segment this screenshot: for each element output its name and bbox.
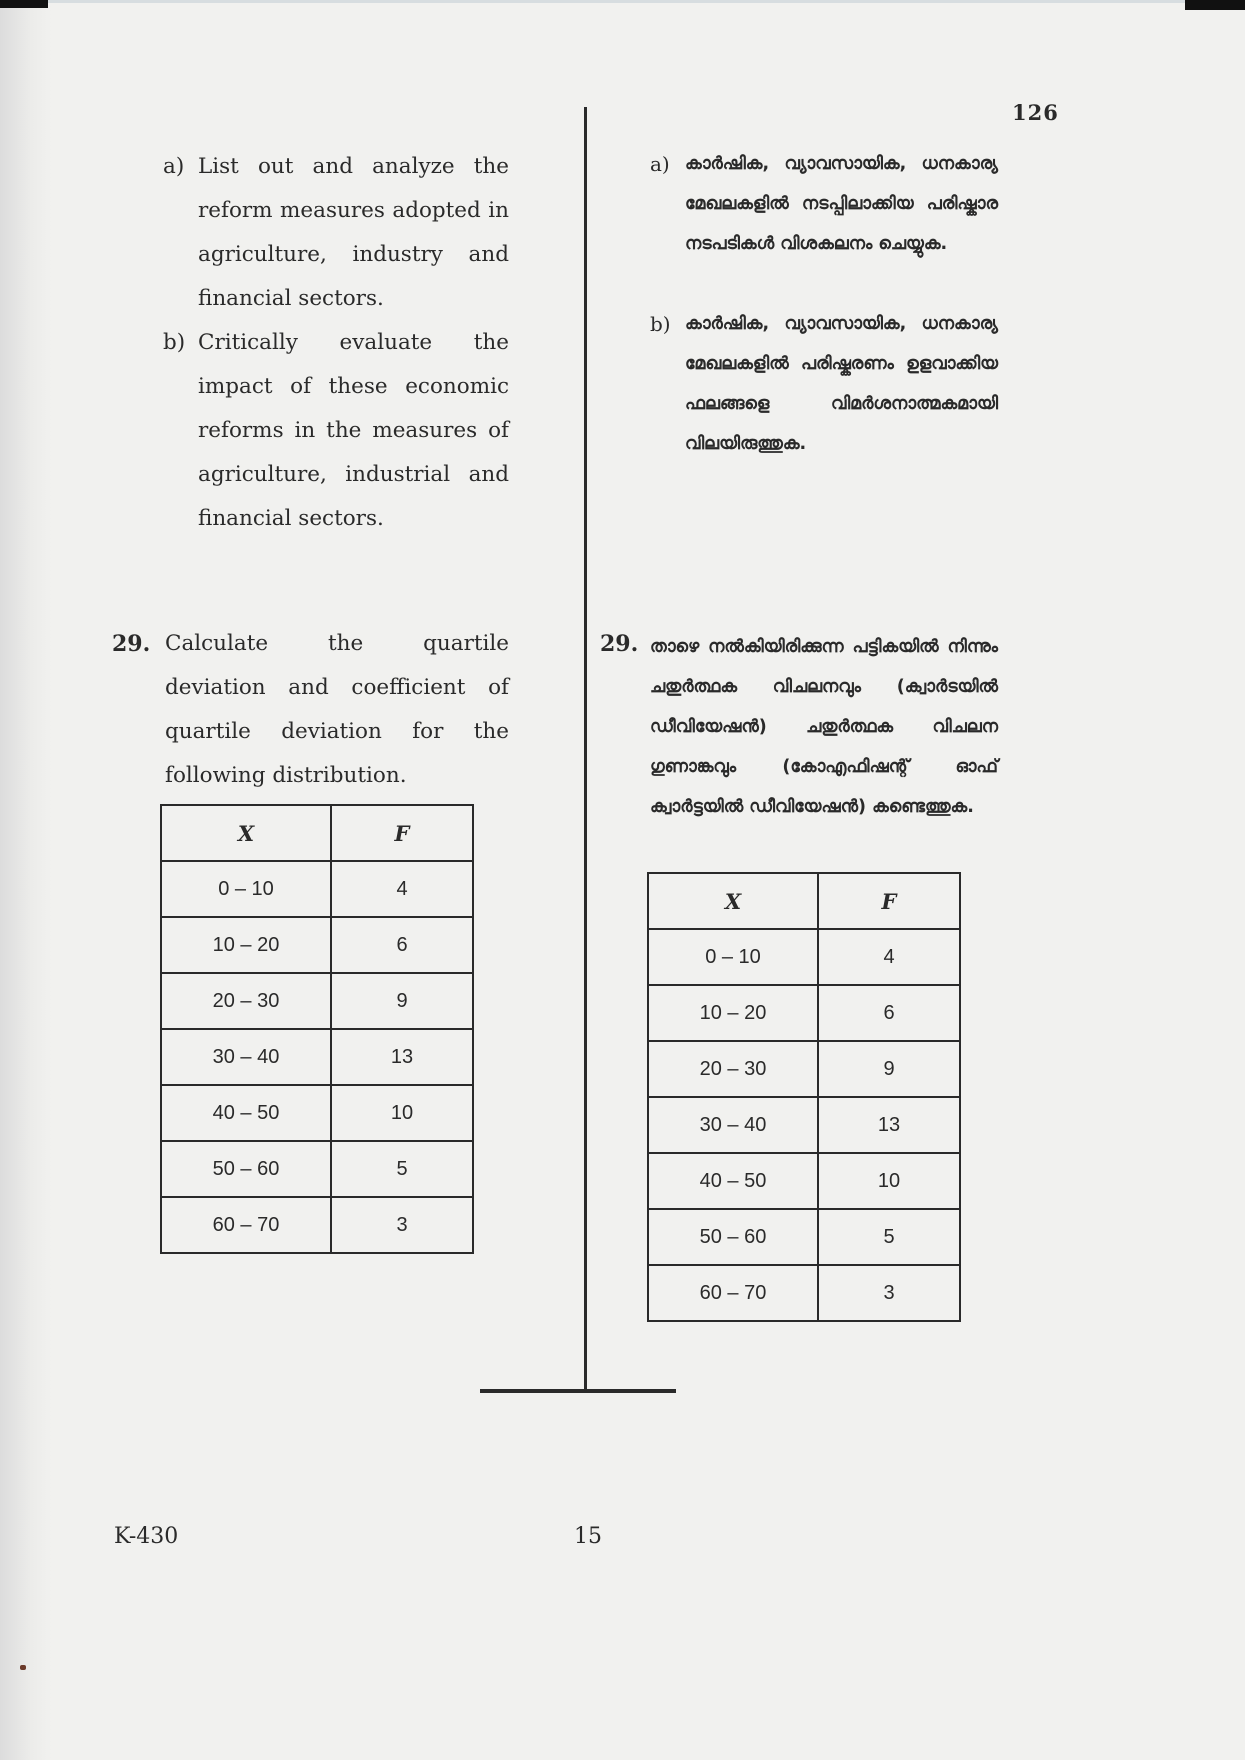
class-interval-cell: 40 – 50 bbox=[648, 1153, 818, 1209]
frequency-cell: 9 bbox=[818, 1041, 960, 1097]
header-x: X bbox=[648, 873, 818, 929]
class-interval-cell: 40 – 50 bbox=[161, 1085, 331, 1141]
header-x: X bbox=[161, 805, 331, 861]
header-f: F bbox=[331, 805, 473, 861]
table-row bbox=[161, 1197, 473, 1253]
class-interval-cell: 50 – 60 bbox=[161, 1141, 331, 1197]
frequency-cell: 4 bbox=[818, 929, 960, 985]
page-edge bbox=[0, 0, 52, 1760]
table-row bbox=[161, 1141, 473, 1197]
class-interval-cell: 60 – 70 bbox=[648, 1265, 818, 1321]
frequency-cell: 10 bbox=[818, 1153, 960, 1209]
malayalam-item-b bbox=[650, 304, 998, 464]
frequency-cell: 13 bbox=[818, 1097, 960, 1153]
table-header-row bbox=[161, 805, 473, 861]
frequency-cell: 13 bbox=[331, 1029, 473, 1085]
table-row bbox=[648, 1041, 960, 1097]
distribution-table-english bbox=[160, 804, 474, 1254]
english-item-b bbox=[163, 321, 509, 541]
top-edge bbox=[48, 0, 1185, 3]
table-row bbox=[648, 1209, 960, 1265]
item-label: a) bbox=[650, 152, 670, 176]
frequency-cell: 6 bbox=[818, 985, 960, 1041]
table-row bbox=[161, 917, 473, 973]
class-interval-cell: 10 – 20 bbox=[648, 985, 818, 1041]
table-header-row bbox=[648, 873, 960, 929]
table-row bbox=[161, 1029, 473, 1085]
frequency-cell: 4 bbox=[331, 861, 473, 917]
scan-corner-right bbox=[1185, 0, 1245, 10]
frequency-cell: 3 bbox=[818, 1265, 960, 1321]
class-interval-cell: 20 – 30 bbox=[161, 973, 331, 1029]
footer-page-number: 15 bbox=[574, 1524, 602, 1549]
class-interval-cell: 0 – 10 bbox=[161, 861, 331, 917]
table-row bbox=[648, 1265, 960, 1321]
scan-corner-left bbox=[0, 0, 48, 8]
question-number-english: 29. bbox=[112, 631, 151, 657]
table-row bbox=[161, 1085, 473, 1141]
english-item-a bbox=[163, 145, 509, 321]
item-label: b) bbox=[163, 330, 186, 355]
table-row bbox=[648, 1153, 960, 1209]
table-row bbox=[648, 985, 960, 1041]
class-interval-cell: 0 – 10 bbox=[648, 929, 818, 985]
class-interval-cell: 30 – 40 bbox=[648, 1097, 818, 1153]
table-row bbox=[161, 973, 473, 1029]
paper-code: K-430 bbox=[114, 1524, 179, 1549]
class-interval-cell: 30 – 40 bbox=[161, 1029, 331, 1085]
scan-mark bbox=[20, 1665, 26, 1670]
table-row bbox=[648, 1097, 960, 1153]
item-label: a) bbox=[163, 154, 185, 179]
frequency-cell: 10 bbox=[331, 1085, 473, 1141]
distribution-table-malayalam bbox=[647, 872, 961, 1322]
header-f: F bbox=[818, 873, 960, 929]
frequency-cell: 3 bbox=[331, 1197, 473, 1253]
class-interval-cell: 20 – 30 bbox=[648, 1041, 818, 1097]
item-text: Critically evaluate the impact of these economic reforms in the measures of agriculture, industrial and financial sectors. bbox=[198, 330, 509, 531]
item-text: List out and analyze the reform measures adopted in agriculture, industry and financial sectors. bbox=[198, 154, 509, 311]
question-number-malayalam: 29. bbox=[600, 631, 639, 657]
frequency-cell: 6 bbox=[331, 917, 473, 973]
frequency-cell: 5 bbox=[818, 1209, 960, 1265]
malayalam-item-a bbox=[650, 144, 998, 264]
question-text-malayalam: താഴെ നൽകിയിരിക്കുന്ന പട്ടികയിൽ നിന്നും ചതുർത്ഥക വിചലനവും (ക്വാർടയിൽ ഡീവിയേഷൻ) ചതുർത്ഥക വിചലന ഗുണാങ്കവും (കോഎഫിഷന്റ് ഓഫ് ക്വാർട്ടയിൽ ഡീവിയേഷൻ) കണ്ടെത്തുക. bbox=[650, 637, 998, 817]
frequency-cell: 5 bbox=[331, 1141, 473, 1197]
item-text: കാർഷിക, വ്യാവസായിക, ധനകാര്യ മേഖലകളിൽ പരിഷ്കരണം ഉളവാക്കിയ ഫലങ്ങളെ വിമർശനാത്മകമായി വിലയിരുത്തുക. bbox=[685, 314, 998, 454]
item-text: കാർഷിക, വ്യാവസായിക, ധനകാര്യ മേഖലകളിൽ നടപ്പിലാക്കിയ പരിഷ്കാര നടപടികൾ വിശകലനം ചെയ്യുക. bbox=[685, 154, 998, 254]
end-rule bbox=[480, 1389, 676, 1393]
question-text-english: Calculate the quartile deviation and coefficient of quartile deviation for the following distribution. bbox=[165, 631, 509, 788]
class-interval-cell: 60 – 70 bbox=[161, 1197, 331, 1253]
item-label: b) bbox=[650, 312, 671, 336]
frequency-cell: 9 bbox=[331, 973, 473, 1029]
page-number: 126 bbox=[1012, 100, 1059, 125]
class-interval-cell: 10 – 20 bbox=[161, 917, 331, 973]
table-row bbox=[648, 929, 960, 985]
column-divider bbox=[584, 107, 587, 1392]
class-interval-cell: 50 – 60 bbox=[648, 1209, 818, 1265]
table-row bbox=[161, 861, 473, 917]
